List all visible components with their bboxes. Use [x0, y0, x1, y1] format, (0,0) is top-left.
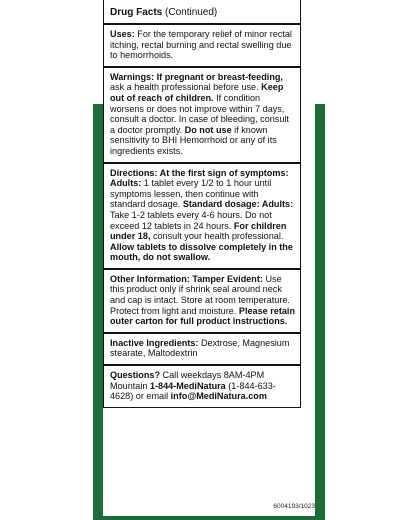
- warnings-bold-1: Keep out of reach of children.: [110, 82, 284, 103]
- warnings-text-1: ask a health professional before use.: [110, 82, 262, 93]
- inactive-ingredients-section: [104, 334, 300, 366]
- directions-text-2: Take 1-2 tablets every 4-6 hours. Do not exceed 12 tablets in 24 hours.: [110, 209, 272, 231]
- questions-label: Questions?: [110, 370, 161, 381]
- directions-bold-2: For children under 18,: [110, 220, 287, 242]
- drug-facts-title: Drug Facts: [110, 7, 163, 18]
- drug-facts-header: [104, 0, 300, 25]
- warnings-text-2: If condition worsens or does not improve within 7 days, consult a doctor. In case of bleeding, consult a doctor promptly.: [110, 92, 289, 135]
- other-info-text: Use this product only if shrink seal around neck and cap is intact. Store at room temperature. Protect from light and moisture.: [110, 273, 290, 316]
- questions-text-2: (1-844-633-4628) or email: [110, 380, 276, 402]
- phone-number: 1-844-MediNatura: [149, 380, 226, 391]
- directions-label: Directions: At the first sign of symptoms: Adults:: [110, 167, 289, 189]
- product-code: 6004193/1023: [273, 503, 315, 510]
- warnings-text-3: if known sensitivity to BHI Hemorrhoid or any of its ingredients exists.: [110, 124, 277, 156]
- inactive-text: Dextrose, Magnesium stearate, Maltodextrin: [110, 337, 290, 359]
- warnings-section: [104, 68, 300, 164]
- questions-section: [104, 366, 300, 407]
- directions-section: [104, 164, 300, 270]
- inactive-label: Inactive Ingredients:: [110, 337, 199, 348]
- uses-label: Uses:: [110, 29, 135, 39]
- questions-text-1: Call weekdays 8AM-4PM Mountain: [110, 370, 265, 391]
- drug-facts-box: [103, 0, 301, 408]
- email-address: info@MediNatura.com: [170, 391, 267, 402]
- directions-text-1: 1 tablet every 1/2 to 1 hour until symptoms lessen, then continue with standard dosage.: [110, 178, 272, 210]
- drug-facts-continued: (Continued): [162, 7, 218, 18]
- uses-text: For the temporary relief of minor rectal itching, rectal burning and rectal swelling due to hemorrhoids.: [110, 29, 292, 61]
- other-info-label: Other Information: Tamper Evident:: [110, 273, 263, 284]
- directions-bold-1: Standard dosage: Adults:: [182, 199, 294, 210]
- other-info-section: [104, 270, 300, 334]
- label-panel: [93, 0, 325, 520]
- other-info-bold: Please retain outer carton for full product instructions.: [110, 305, 296, 327]
- warnings-bold-2: Do not use: [184, 124, 232, 135]
- directions-text-3: consult your health professional.: [150, 231, 284, 242]
- directions-bold-3: Allow tablets to dissolve completely in the mouth, do not swallow.: [110, 241, 293, 263]
- warnings-label: Warnings: If pregnant or breast-feeding,: [110, 71, 283, 82]
- uses-section: [104, 25, 300, 68]
